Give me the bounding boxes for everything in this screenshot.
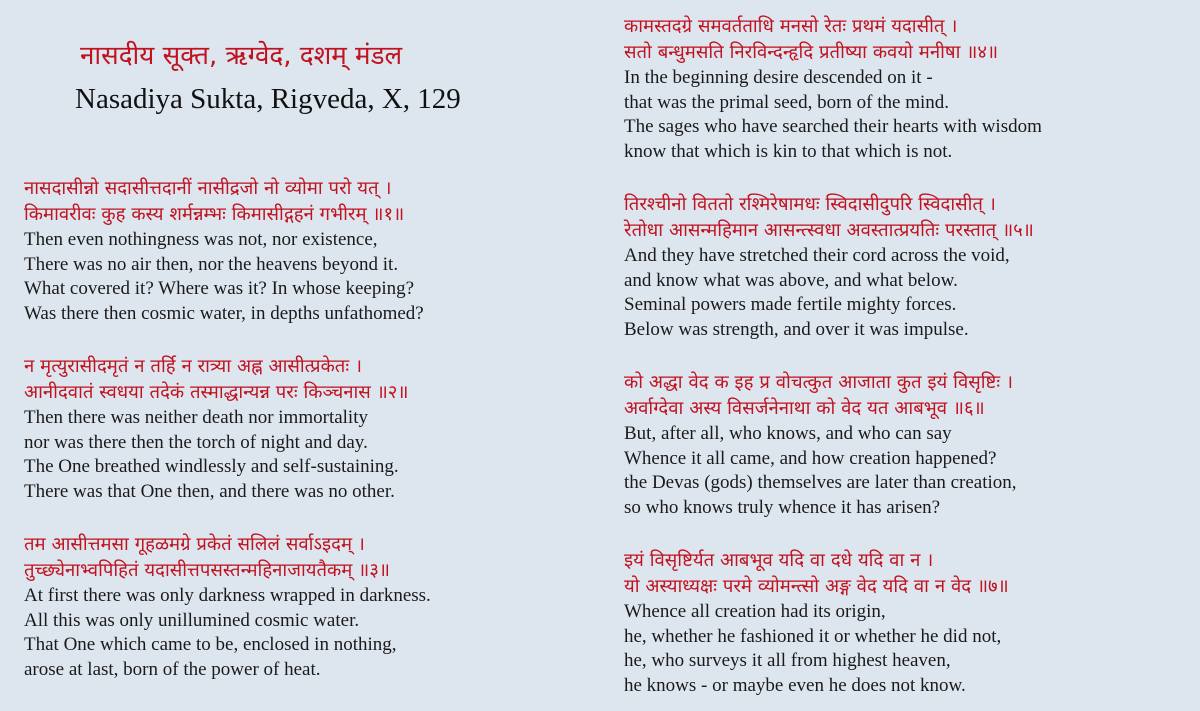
translation-line: Was there then cosmic water, in depths unfathomed? (24, 302, 424, 324)
verse-5 (624, 192, 1034, 342)
translation-line: Below was strength, and over it was impulse. (624, 318, 969, 340)
translation-line: Seminal powers made fertile mighty forces. (624, 294, 957, 315)
sanskrit-line: तम आसीत्तमसा गूहळमग्रे प्रकेतं सलिलं सर्वाऽइदम् । (24, 534, 365, 555)
verse-1 (24, 176, 424, 326)
translation-line: The sages who have searched their hearts with wisdom (624, 116, 1042, 137)
title-english: Nasadiya Sukta, Rigveda, X, 129 (75, 83, 461, 115)
sanskrit-line: को अद्धा वेद क इह प्र वोचत्कुत आजाता कुत इयं विसृष्टिः । (624, 372, 1013, 393)
translation-line: nor was there then the torch of night and day. (24, 431, 368, 453)
translation-line: he, who surveys it all from highest heaven, (624, 650, 951, 671)
sanskrit-line: न मृत्युरासीदमृतं न तर्हि न रात्र्या अह्न आसीत्प्रकेतः । (24, 356, 362, 377)
translation-line: that was the primal seed, born of the mind. (624, 91, 950, 113)
translation-line: There was no air then, nor the heavens beyond it. (24, 253, 399, 275)
sanskrit-line: रेतोधा आसन्महिमान आसन्त्स्वधा अवस्तात्प्रयतिः परस्तात् ॥५॥ (624, 220, 1034, 241)
translation-line: The One breathed windlessly and self-sustaining. (24, 456, 399, 477)
verse-2 (24, 354, 408, 504)
verse-4 (624, 14, 1042, 164)
sanskrit-line: कामस्तदग्रे समवर्तताधि मनसो रेतः प्रथमं यदासीत् । (624, 16, 958, 37)
translation-line: Then there was neither death nor immortality (24, 407, 368, 428)
translation-line: he knows - or maybe even he does not know. (624, 674, 966, 696)
sanskrit-line: तुच्छ्येनाभ्वपिहितं यदासीत्तपसस्तन्महिनाजायतैकम् ॥३॥ (24, 560, 390, 581)
title-devanagari: नासदीय सूक्त, ऋग्वेद, दशम् मंडल (80, 41, 403, 71)
translation-line: At first there was only darkness wrapped in darkness. (24, 585, 431, 606)
sanskrit-line: किमावरीवः कुह कस्य शर्मन्नम्भः किमासीद्गहनं गभीरम् ॥१॥ (24, 204, 405, 225)
verse-3 (24, 532, 431, 682)
translation-line: Whence all creation had its origin, (624, 601, 886, 622)
sanskrit-line: सतो बन्धुमसति निरविन्दन्हृदि प्रतीष्या कवयो मनीषा ॥४॥ (624, 42, 999, 63)
translation-line: Then even nothingness was not, nor existence, (24, 229, 378, 250)
verse-6 (624, 370, 1017, 520)
sanskrit-line: इयं विसृष्टिर्यत आबभूव यदि वा दधे यदि वा न । (624, 550, 934, 571)
translation-line: the Devas (gods) themselves are later than creation, (624, 472, 1017, 493)
translation-line: Whence it all came, and how creation happened? (624, 447, 997, 469)
translation-line: know that which is kin to that which is not. (624, 140, 953, 162)
sanskrit-line: यो अस्याध्यक्षः परमे व्योमन्त्सो अङ्ग वेद यदि वा न वेद ॥७॥ (624, 576, 1009, 597)
translation-line: And they have stretched their cord across the void, (624, 245, 1010, 266)
translation-line: and know what was above, and what below. (624, 269, 958, 291)
translation-line: There was that One then, and there was no other. (24, 480, 395, 502)
sanskrit-line: नासदासीन्नो सदासीत्तदानीं नासीद्रजो नो व्योमा परो यत् । (24, 178, 392, 199)
translation-line: arose at last, born of the power of heat. (24, 658, 321, 680)
translation-line: What covered it? Where was it? In whose keeping? (24, 278, 415, 299)
translation-line: In the beginning desire descended on it - (624, 67, 933, 88)
translation-line: All this was only unillumined cosmic water. (24, 609, 360, 631)
verse-7 (624, 548, 1009, 698)
translation-line: But, after all, who knows, and who can say (624, 423, 952, 444)
sanskrit-line: तिरश्चीनो विततो रश्मिरेषामधः स्विदासीदुपरि स्विदासीत् । (624, 194, 996, 215)
translation-line: so who knows truly whence it has arisen? (624, 496, 941, 518)
sanskrit-line: आनीदवातं स्वधया तदेकं तस्माद्धान्यन्न परः किञ्चनास ॥२॥ (24, 382, 409, 403)
translation-line: he, whether he fashioned it or whether he did not, (624, 625, 1002, 647)
translation-line: That One which came to be, enclosed in nothing, (24, 634, 397, 655)
sanskrit-line: अर्वाग्देवा अस्य विसर्जनेनाथा को वेद यत आबभूव ॥६॥ (624, 398, 985, 419)
